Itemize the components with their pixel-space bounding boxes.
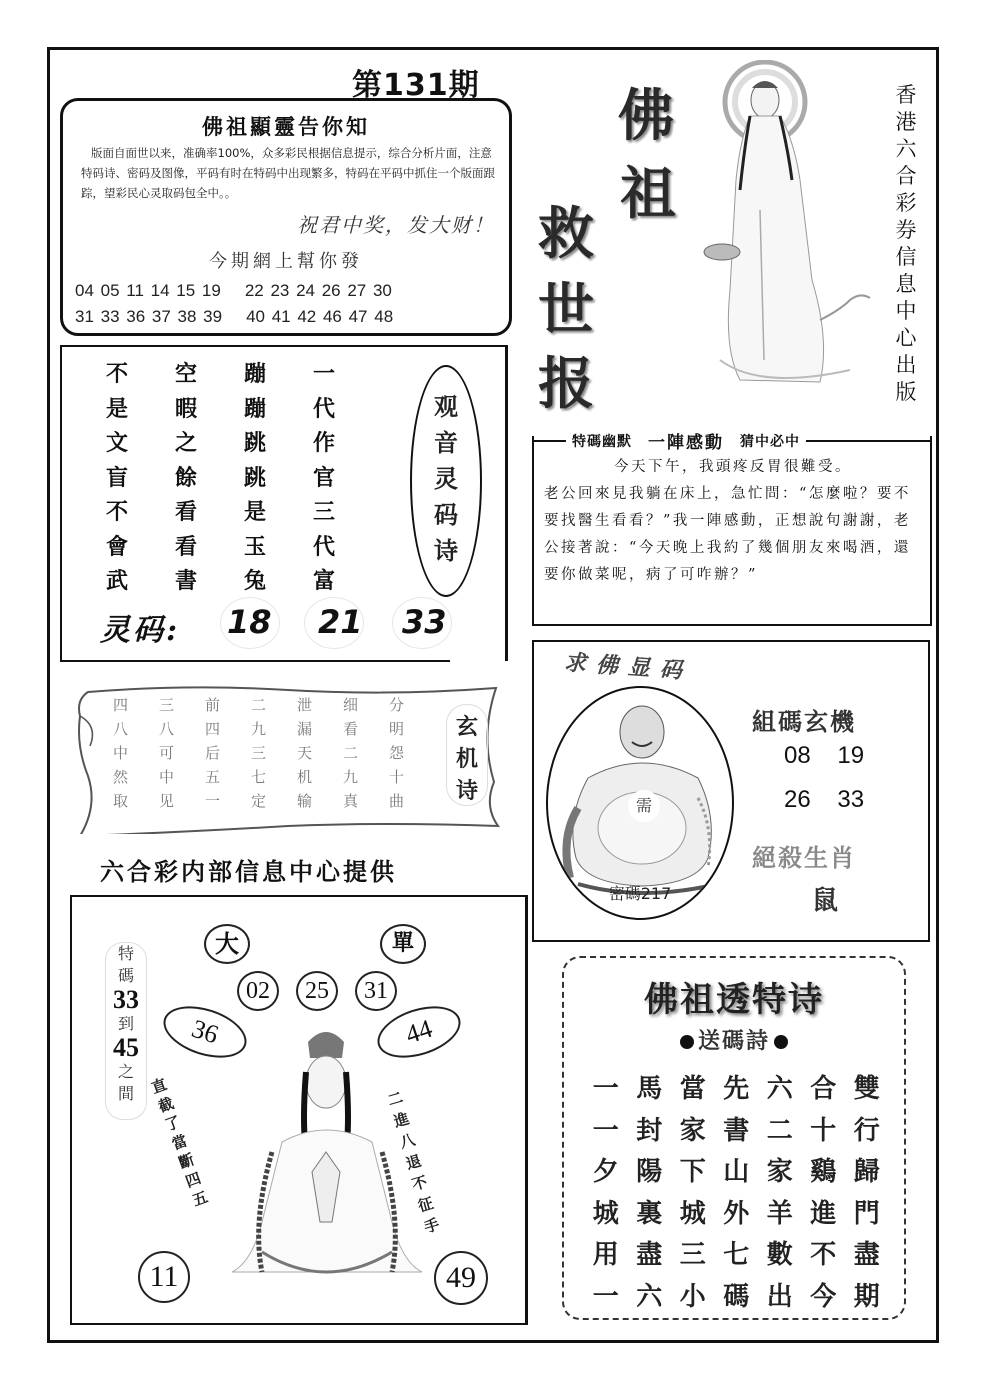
lingma-code: 18 bbox=[227, 603, 272, 641]
grid-char: 外 bbox=[723, 1198, 750, 1229]
grid-char: 取 bbox=[113, 792, 129, 810]
grid-char: 真 bbox=[343, 792, 359, 810]
range-label: 特 bbox=[117, 944, 134, 963]
grid-char: 一 bbox=[592, 1281, 619, 1312]
grid-char: 二 bbox=[251, 696, 267, 714]
range-label: 之 bbox=[117, 1062, 134, 1081]
grid-char: 餘 bbox=[175, 465, 198, 491]
notice-box bbox=[60, 98, 512, 336]
grid-char: 盡 bbox=[636, 1240, 663, 1270]
tetou-subtitle bbox=[564, 1024, 904, 1055]
grid-char: 三 bbox=[313, 500, 336, 525]
grid-char: 之 bbox=[175, 431, 198, 456]
kill-zodiac-title: 絕殺生肖 bbox=[752, 843, 856, 872]
char: 六 bbox=[895, 137, 917, 161]
grid-char: 机 bbox=[297, 768, 313, 786]
notice-subtitle: 今期網上幫你發 bbox=[209, 251, 363, 272]
grid-char: 封 bbox=[636, 1115, 663, 1146]
grid-char: 八 bbox=[113, 720, 129, 738]
grid-char: 富 bbox=[313, 569, 336, 594]
grid-char: 一 bbox=[592, 1074, 619, 1104]
grid-char: 出 bbox=[766, 1281, 793, 1312]
grid-char: 然 bbox=[113, 768, 129, 786]
issue-number: 第131期 bbox=[352, 68, 480, 103]
grid-char: 盡 bbox=[853, 1240, 880, 1270]
grid-char: 蹦 bbox=[244, 362, 267, 387]
title-char: 佛 bbox=[618, 83, 674, 149]
number-circle: 31 bbox=[355, 971, 397, 1011]
number-circle: 02 bbox=[237, 971, 279, 1011]
grid-char: 馬 bbox=[636, 1074, 663, 1104]
tetou-title: 佛祖透特诗 bbox=[644, 980, 824, 1020]
tetou-subtitle-text: 送碼詩 bbox=[697, 1028, 770, 1054]
grid-char: 细 bbox=[343, 696, 359, 714]
number-circle-bottom-left: 11 bbox=[138, 1251, 190, 1303]
grid-char: 分 bbox=[389, 696, 405, 714]
grid-char: 當 bbox=[679, 1074, 706, 1104]
provider-banner: 六合彩内部信息中心提供 bbox=[100, 857, 397, 886]
grid-char: 空 bbox=[175, 362, 198, 387]
char: 心 bbox=[895, 326, 917, 350]
grid-char: 七 bbox=[251, 768, 267, 786]
grid-char: 鷄 bbox=[810, 1157, 837, 1187]
kill-zodiac-value: 鼠 bbox=[812, 886, 839, 916]
grid-char: 八 bbox=[159, 720, 175, 738]
bullet-icon bbox=[680, 1035, 694, 1049]
grid-char: 五 bbox=[205, 768, 221, 786]
char: 信 bbox=[895, 245, 917, 269]
grid-char: 城 bbox=[592, 1198, 619, 1229]
lingma-code: 21 bbox=[318, 603, 363, 641]
grid-char: 七 bbox=[723, 1240, 750, 1270]
tetou-poem-box bbox=[562, 956, 906, 1320]
combo-row: 26 33 bbox=[784, 786, 865, 813]
buddha-oval bbox=[546, 686, 734, 920]
grid-char: 小 bbox=[679, 1281, 706, 1312]
combo-title: 組碼玄機 bbox=[752, 707, 856, 736]
big-circle: 大 bbox=[204, 924, 250, 964]
numbers-group: 22 23 24 26 27 30 bbox=[244, 281, 392, 300]
range-to: 45 bbox=[113, 1033, 139, 1062]
number-ellipse-right: 44 bbox=[371, 997, 467, 1067]
buddha-arc-title: 求佛显码 bbox=[563, 649, 693, 685]
grid-char: 暇 bbox=[175, 396, 198, 422]
char: 彩 bbox=[895, 191, 917, 215]
grid-char: 六 bbox=[766, 1074, 793, 1104]
grid-char: 输 bbox=[297, 792, 313, 810]
grid-char: 九 bbox=[343, 768, 359, 786]
grid-char: 后 bbox=[205, 744, 221, 762]
grid-char: 可 bbox=[159, 744, 175, 762]
xuanji-grid bbox=[113, 694, 435, 814]
char: 不 bbox=[409, 1172, 430, 1195]
range-label: 到 bbox=[117, 1014, 134, 1033]
grid-char: 曲 bbox=[389, 792, 405, 810]
grid-char: 三 bbox=[251, 744, 267, 762]
grid-char: 兔 bbox=[244, 569, 267, 594]
char: 玄 bbox=[455, 714, 478, 740]
numbers-row-1 bbox=[75, 281, 392, 301]
title-char: 祖 bbox=[620, 161, 676, 227]
grid-char: 代 bbox=[313, 534, 336, 560]
title-char: 世 bbox=[538, 277, 594, 343]
grid-char: 山 bbox=[723, 1157, 750, 1187]
char: 机 bbox=[455, 746, 478, 772]
char: 斷 bbox=[176, 1150, 197, 1173]
grid-char: 跳 bbox=[244, 465, 267, 491]
range-pill bbox=[105, 942, 147, 1120]
seated-guanyin-illustration bbox=[222, 1022, 432, 1302]
range-label: 間 bbox=[117, 1084, 134, 1103]
grid-char: 書 bbox=[175, 569, 198, 594]
char: 四 bbox=[183, 1169, 204, 1192]
grid-char: 中 bbox=[113, 744, 129, 762]
grid-char: 家 bbox=[679, 1115, 706, 1146]
grid-char: 官 bbox=[313, 465, 336, 491]
grid-char: 一 bbox=[592, 1115, 619, 1146]
char: 手 bbox=[422, 1215, 442, 1237]
grid-char: 期 bbox=[853, 1281, 880, 1312]
bullet-icon bbox=[774, 1035, 788, 1049]
grid-char: 作 bbox=[313, 431, 336, 456]
grid-char: 中 bbox=[159, 768, 175, 786]
char: 音 bbox=[434, 428, 458, 457]
grid-char: 四 bbox=[205, 720, 221, 738]
range-label: 碼 bbox=[117, 966, 134, 985]
notice-wish: 祝君中奖，发大财！ bbox=[297, 213, 495, 237]
grid-char: 蹦 bbox=[244, 396, 267, 422]
grid-char: 門 bbox=[853, 1198, 880, 1229]
char: 诗 bbox=[455, 778, 478, 804]
joke-box bbox=[532, 433, 932, 626]
char: 當 bbox=[169, 1131, 190, 1154]
char: 退 bbox=[403, 1151, 424, 1174]
grid-char: 四 bbox=[113, 696, 129, 714]
char: 观 bbox=[434, 392, 458, 421]
grid-char: 碼 bbox=[723, 1281, 750, 1312]
char: 了 bbox=[162, 1112, 183, 1135]
grid-char: 六 bbox=[636, 1281, 663, 1312]
xuanji-tag bbox=[446, 704, 488, 806]
verse-left bbox=[149, 1073, 214, 1211]
grid-char: 十 bbox=[810, 1115, 837, 1146]
combo-row: 08 19 bbox=[784, 742, 865, 769]
grid-char: 十 bbox=[389, 768, 405, 786]
grid-char: 代 bbox=[313, 396, 336, 422]
char: 诗 bbox=[434, 536, 458, 565]
joke-body bbox=[544, 454, 922, 589]
grid-char: 三 bbox=[679, 1240, 706, 1270]
number-circle: 25 bbox=[296, 971, 338, 1011]
notice-body: 版面自面世以来，准确率100%，众多彩民根据信息提示，综合分析片面，注意特码诗、密码及图像，平码有时在特码中出现繁多，特码在平码中抓住一个版面跟踪，望彩民心灵取码包全中。。 bbox=[81, 146, 495, 200]
char: 合 bbox=[895, 164, 917, 188]
joke-tag-left: 特碼幽默 bbox=[572, 433, 632, 450]
char: 香 bbox=[895, 83, 917, 107]
poem-label-oval bbox=[410, 365, 482, 597]
grid-char: 下 bbox=[679, 1157, 706, 1187]
joke-header bbox=[532, 428, 932, 453]
joke-text: 老公回來見我躺在床上，急忙問：“怎麼啦？要不要找醫生看看？”我一陣感動，正想說句謝謝，老公接著說：“今天晚上我約了幾個朋友來喝酒，還要你做菜呢，病了可咋辦？” bbox=[544, 486, 911, 583]
secret-code: 密碼217 bbox=[608, 884, 672, 903]
grid-char: 夕 bbox=[592, 1157, 619, 1187]
xuanji-scroll bbox=[68, 686, 500, 834]
numbers-group: 31 33 36 37 38 39 bbox=[75, 307, 223, 326]
divider bbox=[60, 660, 450, 662]
grid-char: 泄 bbox=[297, 696, 313, 714]
buddha-badge: 需 bbox=[628, 790, 660, 822]
range-from: 33 bbox=[113, 985, 139, 1014]
char: 版 bbox=[895, 380, 917, 404]
char: 進 bbox=[391, 1109, 412, 1131]
lingma-code: 33 bbox=[402, 603, 447, 641]
grid-char: 歸 bbox=[853, 1157, 880, 1187]
grid-char: 玉 bbox=[244, 534, 267, 560]
guanyin-poem-box bbox=[60, 345, 508, 661]
grid-char: 一 bbox=[205, 792, 221, 810]
numbers-group: 04 05 11 14 15 19 bbox=[75, 281, 221, 300]
number-ellipse-left: 36 bbox=[157, 997, 253, 1067]
char: 八 bbox=[397, 1130, 418, 1152]
number-circle-bottom-right: 49 bbox=[434, 1251, 488, 1305]
title-char: 救 bbox=[538, 201, 594, 267]
poem-grid bbox=[106, 357, 382, 599]
grid-char: 先 bbox=[723, 1074, 750, 1104]
grid-char: 羊 bbox=[766, 1198, 793, 1229]
publisher-text bbox=[893, 82, 919, 406]
grid-char: 不 bbox=[810, 1240, 837, 1270]
odd-circle: 單 bbox=[380, 924, 426, 964]
char: 五 bbox=[189, 1187, 211, 1210]
char: 券 bbox=[895, 218, 917, 242]
char: 中 bbox=[895, 299, 917, 323]
publisher-vertical bbox=[893, 82, 919, 406]
notice-title: 佛祖顯靈告你知 bbox=[202, 114, 370, 139]
joke-first-line: 今天下午，我頭疼反胃很難受。 bbox=[614, 459, 852, 475]
grid-char: 前 bbox=[205, 696, 221, 714]
grid-char: 看 bbox=[343, 720, 359, 738]
tetou-grid bbox=[584, 1068, 889, 1317]
grid-char: 家 bbox=[766, 1157, 793, 1187]
guanyin-illustration bbox=[700, 60, 880, 400]
char: 截 bbox=[155, 1093, 177, 1116]
grid-char: 漏 bbox=[297, 720, 313, 738]
poem-label bbox=[412, 389, 480, 569]
grid-char: 不 bbox=[106, 500, 129, 525]
grid-char: 二 bbox=[766, 1115, 793, 1146]
grid-char: 文 bbox=[106, 431, 129, 456]
char: 出 bbox=[895, 353, 917, 377]
char: 直 bbox=[148, 1075, 170, 1098]
numbers-row-2 bbox=[75, 307, 393, 327]
grid-char: 二 bbox=[343, 744, 359, 762]
grid-char: 是 bbox=[244, 500, 267, 525]
grid-char: 九 bbox=[251, 720, 267, 738]
grid-char: 城 bbox=[679, 1198, 706, 1229]
grid-char: 陽 bbox=[636, 1157, 663, 1187]
grid-char: 看 bbox=[175, 500, 198, 525]
buddha-box bbox=[532, 640, 930, 942]
lingma-label: 灵码: bbox=[100, 613, 181, 648]
char: 征 bbox=[415, 1193, 436, 1216]
grid-char: 明 bbox=[389, 720, 405, 738]
grid-char: 會 bbox=[106, 534, 129, 560]
grid-char: 進 bbox=[810, 1198, 837, 1229]
grid-char: 定 bbox=[251, 792, 267, 810]
grid-char: 武 bbox=[106, 569, 129, 594]
grid-char: 看 bbox=[175, 534, 198, 560]
grid-char: 见 bbox=[159, 792, 175, 810]
grid-char: 是 bbox=[106, 396, 129, 422]
grid-char: 行 bbox=[853, 1115, 880, 1146]
char: 码 bbox=[434, 500, 458, 529]
joke-tag-center: 一陣感動 bbox=[648, 433, 724, 453]
grid-char: 跳 bbox=[244, 431, 267, 456]
grid-char: 雙 bbox=[853, 1074, 880, 1104]
grid-char: 書 bbox=[723, 1115, 750, 1146]
special-number-box bbox=[70, 895, 528, 1325]
title-char: 报 bbox=[538, 351, 594, 417]
joke-tag-right: 猜中必中 bbox=[740, 433, 800, 450]
grid-char: 怨 bbox=[389, 744, 405, 762]
grid-char: 數 bbox=[766, 1240, 793, 1270]
grid-char: 用 bbox=[592, 1240, 619, 1270]
grid-char: 盲 bbox=[106, 465, 129, 491]
grid-char: 今 bbox=[810, 1281, 837, 1312]
char: 灵 bbox=[434, 464, 458, 493]
grid-char: 天 bbox=[297, 744, 313, 762]
grid-char: 三 bbox=[159, 696, 175, 714]
grid-char: 不 bbox=[106, 362, 129, 387]
char: 息 bbox=[895, 272, 917, 296]
char: 港 bbox=[895, 110, 917, 134]
char: 二 bbox=[385, 1088, 406, 1110]
grid-char: 一 bbox=[313, 362, 336, 387]
numbers-group: 40 41 42 46 47 48 bbox=[246, 307, 394, 326]
grid-char: 裏 bbox=[636, 1198, 663, 1229]
grid-char: 合 bbox=[810, 1074, 837, 1104]
